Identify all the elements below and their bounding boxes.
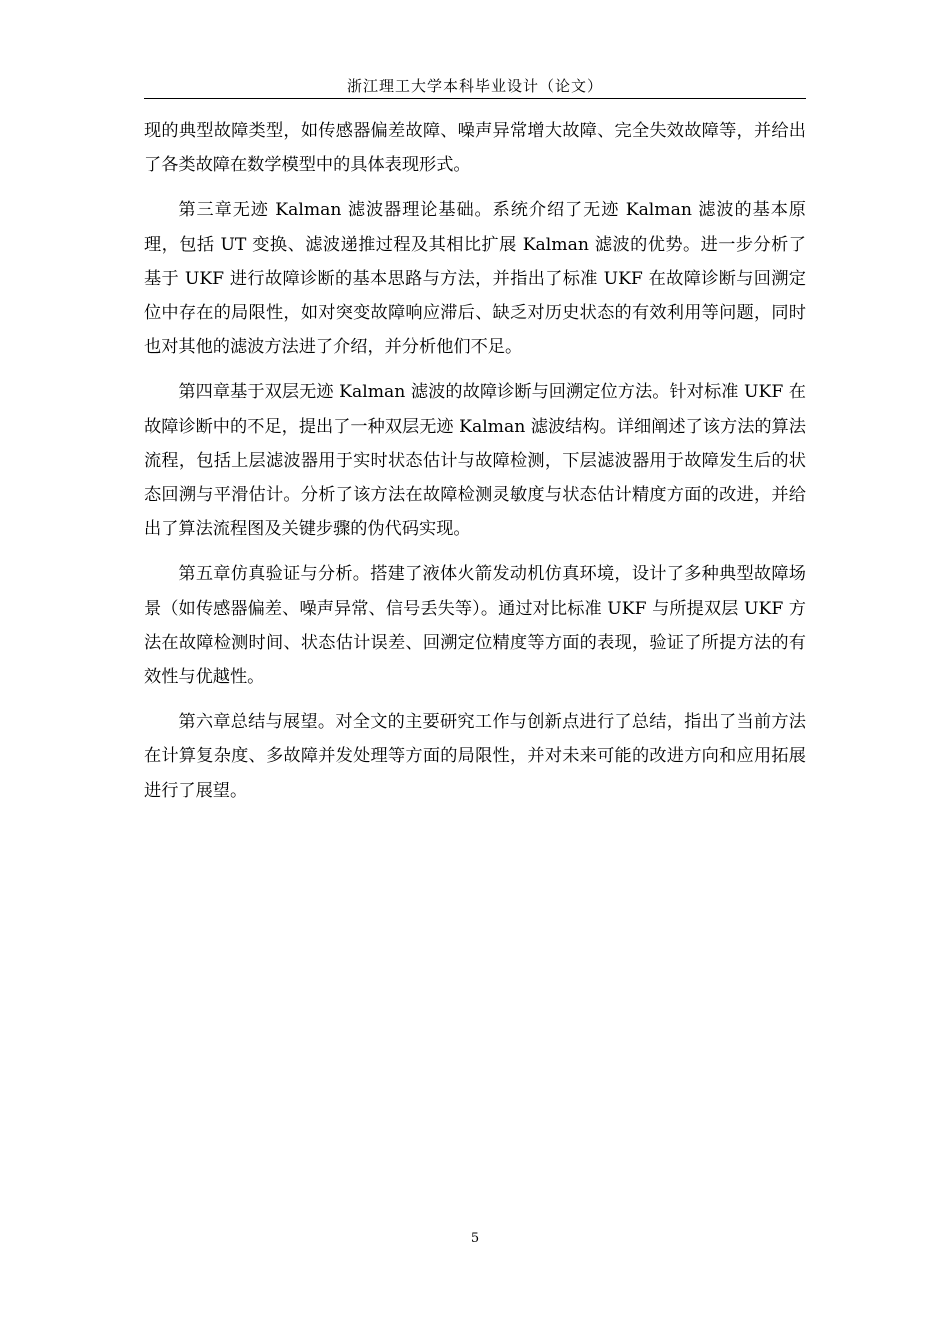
paragraph-chapter-6: 第六章总结与展望。对全文的主要研究工作与创新点进行了总结，指出了当前方法在计算复杂度、多故障并发处理等方面的局限性，并对未来可能的改进方向和应用拓展进行了展望。 [144, 712, 806, 801]
header-rule [144, 98, 806, 99]
page-number: 5 [470, 1231, 480, 1246]
paragraph-chapter-3: 第三章无迹 Kalman 滤波器理论基础。系统介绍了无迹 Kalman 滤波的基本原理，包括 UT 变换、滤波递推过程及其相比扩展 Kalman 滤波的优势。进一步分析了基于 UKF 进行故障诊断的基本思路与方法，并指出了标准 UKF 在故障诊断与回溯定位中存在的局限性，如对突变故障响应滞后、缺乏对历史状态的有效利用等问题，同时也对其他的滤波方法进了介绍，并分析他们不足。 [144, 200, 806, 358]
page-header-title: 浙江理工大学本科毕业设计（论文） [346, 77, 603, 95]
body-text [144, 114, 806, 819]
paragraph-chapter-5: 第五章仿真验证与分析。搭建了液体火箭发动机仿真环境，设计了多种典型故障场景（如传感器偏差、噪声异常、信号丢失等）。通过对比标准 UKF 与所提双层 UKF 方法在故障检测时间、状态估计误差、回溯定位精度等方面的表现，验证了所提方法的有效性与优越性。 [144, 564, 806, 688]
paragraph-continuation: 现的典型故障类型，如传感器偏差故障、噪声异常增大故障、完全失效故障等，并给出了各类故障在数学模型中的具体表现形式。 [144, 121, 806, 176]
paragraph-chapter-4: 第四章基于双层无迹 Kalman 滤波的故障诊断与回溯定位方法。针对标准 UKF 在故障诊断中的不足，提出了一种双层无迹 Kalman 滤波结构。详细阐述了该方法的算法流程，包括上层滤波器用于实时状态估计与故障检测，下层滤波器用于故障发生后的状态回溯与平滑估计。分析了该方法在故障检测灵敏度与状态估计精度方面的改进，并给出了算法流程图及关键步骤的伪代码实现。 [144, 382, 806, 540]
